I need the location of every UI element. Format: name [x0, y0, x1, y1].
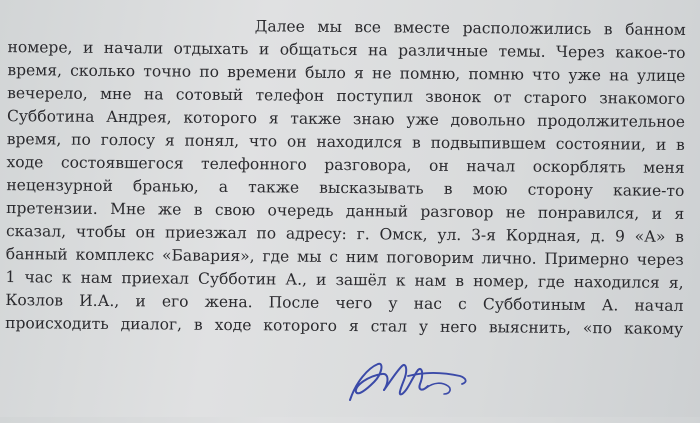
- text-line-10: сказал, чтобы он приезжал по адресу: г. Омск, ул. 3-я Кордная, д. 9 «А» в: [5, 222, 685, 246]
- text-line-9: претензии. Мне же в свою очередь данный разговор не понравился, и я: [6, 199, 685, 223]
- text-line-4: вечерело, мне на сотовый телефон поступил звонок от старого знакомого: [7, 84, 686, 108]
- text-line-1: Далее мы все вместе расположились в банном: [254, 17, 686, 39]
- text-line-8: нецензурной бранью, а также высказывать в мою сторону какие-то: [6, 176, 685, 200]
- handwritten-signature: [338, 352, 478, 412]
- signature-stroke-1: [350, 364, 388, 400]
- signature-stroke-4: [426, 383, 450, 394]
- text-line-5: Субботина Андрея, которого я также знаю уже довольно продолжительное: [6, 107, 686, 131]
- text-line-12: 1 час к нам приехал Субботин А., и зашёл к нам в номер, где находился я,: [5, 268, 684, 292]
- text-line-11: банный комплекс «Бавария», где мы с ним поговорим лично. Примерно через: [5, 245, 684, 269]
- text-line-6: время, по голосу я понял, что он находился в подвыпившем состоянии, и в: [6, 130, 685, 154]
- text-line-3: время, сколько точно по времени было я не помню, помню что уже на улице: [7, 61, 686, 85]
- text-line-7: ходе состоявшегося телефонного разговора, он начал оскорблять меня: [6, 153, 685, 177]
- text-line-2: номере, и начали отдыхать и общаться на различные темы. Через какое-то: [7, 38, 686, 62]
- text-line-13: Козлов И.А., и его жена. После чего у нас с Субботиным А. начал: [5, 291, 684, 315]
- signature-stroke-2: [384, 365, 428, 394]
- text-line-14: происходить диалог, в ходе которого я стал у него выяснить, «по какому: [5, 314, 684, 338]
